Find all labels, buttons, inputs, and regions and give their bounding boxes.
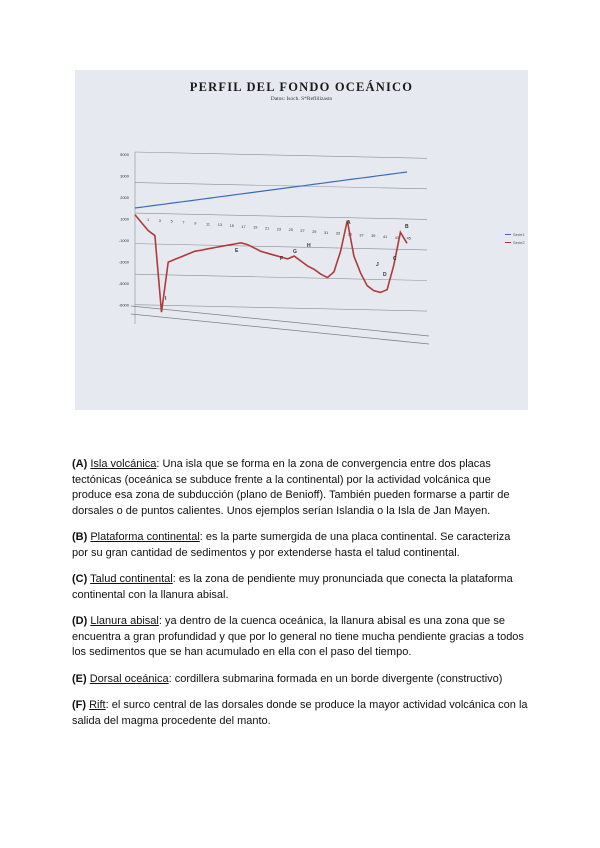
- x-tick-label: 33: [335, 231, 341, 236]
- x-tick-label: 35: [347, 232, 352, 237]
- profile-annotation: A: [347, 220, 351, 226]
- gridline: [135, 244, 427, 250]
- chart-figure: [75, 70, 528, 410]
- chart-title: PERFIL DEL FONDO OCEÁNICO: [189, 80, 414, 94]
- x-tick-label: 11: [206, 222, 210, 227]
- definition-tag: (A): [72, 458, 88, 470]
- x-tick-label: 15: [229, 223, 234, 228]
- x-tick-label: 25: [288, 228, 293, 233]
- y-tick-label: -1000: [118, 238, 129, 243]
- x-tick-label: 37: [359, 233, 364, 238]
- x-tick-label: 21: [265, 226, 270, 231]
- chart-plot: [75, 70, 528, 410]
- definition-term: Plataforma continental: [90, 531, 200, 543]
- definition-tag: (C): [72, 573, 88, 585]
- profile-annotation: C: [393, 256, 397, 262]
- profile-annotation: E: [235, 248, 239, 254]
- definition-term: Isla volcánica: [90, 458, 157, 470]
- x-tick-label: 43: [394, 235, 400, 240]
- legend-label: Serie2: [513, 240, 525, 245]
- legend-item: [505, 232, 525, 237]
- legend-swatch: [505, 242, 511, 244]
- profile-annotation: J: [376, 262, 379, 268]
- profile-annotation: G: [293, 249, 297, 255]
- x-tick-label: 5: [170, 219, 173, 224]
- x-tick-label: 41: [383, 235, 388, 239]
- x-tick-label: 39: [371, 234, 376, 239]
- gridline: [135, 213, 427, 219]
- definition-term: Talud continental: [90, 573, 173, 585]
- definition-text: : el surco central de las dorsales donde se produce la mayor actividad volcánica con la salida del magma procedente del manto.: [72, 699, 528, 727]
- profile-annotation: I: [165, 296, 167, 302]
- x-tick-label: 29: [312, 229, 317, 234]
- y-tick-label: -6000: [118, 302, 129, 308]
- definition-paragraph: [72, 698, 528, 729]
- definition-paragraph: [72, 672, 528, 688]
- series-line-serie1: [135, 172, 407, 208]
- x-tick-label: 3: [158, 218, 161, 223]
- definition-paragraph: [72, 614, 528, 661]
- definition-term: Llanura abisal: [90, 615, 159, 627]
- definition-text: : Una isla que se forma en la zona de convergencia entre dos placas tectónicas (oceánica se subduce frente a la continental) por la actividad volcánica que produce esa zona de subducción (plano de Benioff). También pueden formarse a partir de dorsales o de puntos calientes. Unos ejemplos serían Islandia o la Isla de Jan Mayen.: [72, 458, 510, 517]
- definition-paragraph: [72, 457, 528, 519]
- profile-annotation: D: [383, 272, 387, 278]
- x-tick-label: 23: [276, 227, 282, 232]
- definition-term: Rift: [89, 699, 106, 711]
- legend-swatch: [505, 234, 511, 236]
- x-tick-label: 27: [300, 229, 305, 234]
- y-tick-label: 1000: [120, 216, 129, 222]
- series-line-serie2: [135, 215, 407, 313]
- definition-text: : cordillera submarina formada en un borde divergente (constructivo): [168, 672, 503, 685]
- profile-annotation: H: [307, 243, 311, 249]
- x-tick-label: 17: [241, 224, 246, 229]
- x-tick-label: 13: [217, 223, 223, 228]
- definitions-list: [72, 457, 528, 740]
- floor-line: [131, 314, 429, 344]
- definition-tag: (E): [72, 672, 87, 685]
- gridline: [135, 305, 427, 311]
- x-tick-label: 19: [253, 225, 258, 230]
- y-tick-label: -5000: [118, 281, 129, 286]
- definition-tag: (B): [72, 531, 88, 543]
- y-tick-label: -3000: [118, 259, 129, 265]
- y-tick-label: 5000: [120, 152, 129, 157]
- profile-annotation: B: [405, 224, 409, 230]
- legend-label: Serie1: [513, 232, 525, 237]
- legend-item: [505, 240, 525, 245]
- x-tick-label: 7: [182, 220, 185, 225]
- x-tick-label: 31: [324, 230, 329, 235]
- x-tick-label: 1: [147, 218, 150, 222]
- x-tick-label: 45: [406, 236, 411, 241]
- gridline: [135, 152, 427, 158]
- floor-line: [131, 306, 429, 336]
- y-tick-label: 3000: [120, 173, 129, 179]
- definition-text: : es la zona de pendiente muy pronunciada que conecta la plataforma continental con la llanura abisal.: [72, 573, 513, 601]
- y-tick-label: 2000: [120, 195, 129, 200]
- profile-annotation: F: [280, 256, 284, 262]
- chart-subtitle: Datos: Isoch. S*Reflilizasto: [270, 96, 333, 102]
- definition-text: : es la parte sumergida de una placa continental. Se caracteriza por su gran cantidad de sedimentos y por extenderse hasta el talud continental.: [72, 531, 511, 559]
- definition-paragraph: [72, 530, 528, 561]
- definition-term: Dorsal oceánica: [89, 672, 169, 685]
- chart-legend: [505, 232, 525, 248]
- definition-tag: (D): [72, 615, 88, 627]
- x-tick-label: 9: [194, 221, 197, 226]
- definition-tag: (F): [72, 699, 87, 711]
- definition-paragraph: [72, 572, 528, 603]
- gridline: [135, 183, 427, 189]
- definition-text: : ya dentro de la cuenca oceánica, la llanura abisal es una zona que se encuentra a gran profundidad y que por lo general no tiene mucha pendiente gracias a todos los sedimentos que se han acumulado en ella con el paso del tiempo.: [72, 615, 524, 658]
